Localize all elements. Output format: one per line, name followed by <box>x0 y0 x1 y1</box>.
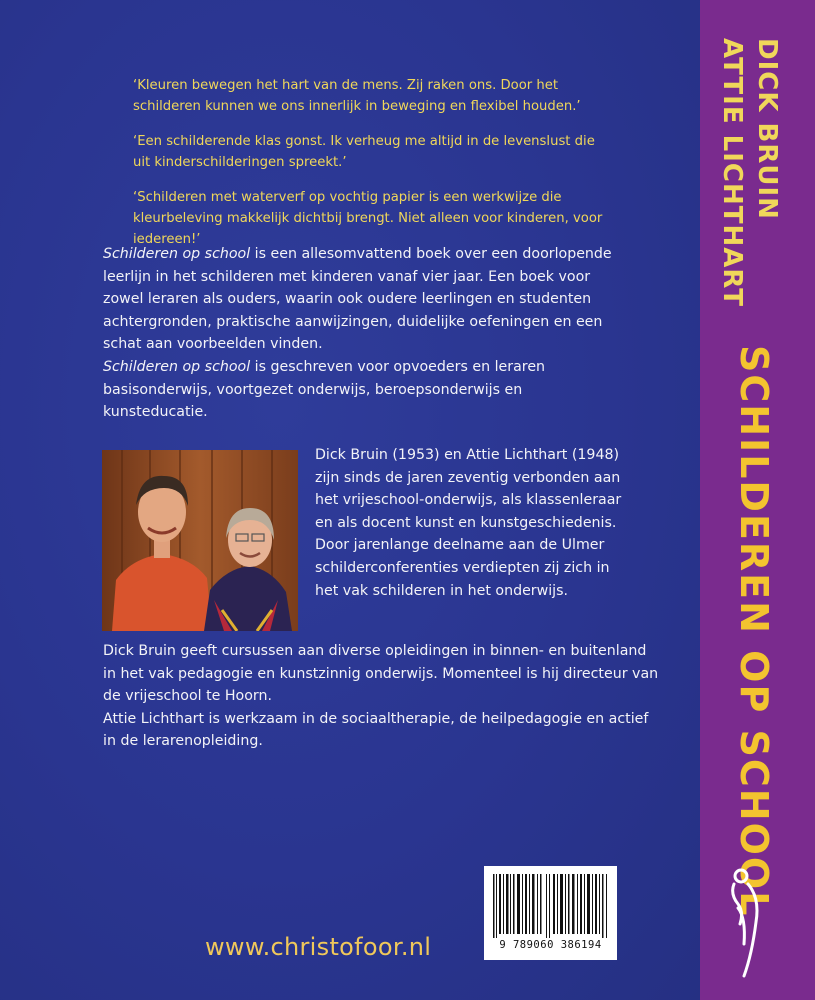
author-details <box>103 640 663 753</box>
barcode-bars <box>491 874 610 938</box>
description-text-2: is geschreven voor opvoeders en leraren basisonderwijs, voortgezet onderwijs, beroepsonderwijs en kunsteducatie. <box>103 358 546 421</box>
quote-1: ‘Kleuren bewegen het hart van de mens. Zij raken ons. Door het schilderen kunnen we ons innerlijk in beweging en flexibel houden.’ <box>133 78 581 114</box>
author-bio-text: Dick Bruin (1953) en Attie Lichthart (1948) zijn sinds de jaren zeventig verbonden aan het vrijeschool-onderwijs, als klassenleraar en als docent kunst en kunstgeschiedenis. Door jarenlange deelname aan de Ulmer schilderconferenties verdiepten zij zich in het vak schilderen in het onderwijs. <box>315 447 622 599</box>
dick-bruin-bio: Dick Bruin geeft cursussen aan diverse opleidingen in binnen- en buitenland in het vak pedagogie en kunstzinnig onderwijs. Momenteel is hij directeur van de vrijeschool te Hoorn. <box>103 643 659 705</box>
author-photo <box>102 450 298 631</box>
quote-3: ‘Schilderen met waterverf op vochtig papier is een werkwijze die kleurbeleving makkelijk dichtbij brengt. Niet alleen voor kinderen, voor iedereen!’ <box>133 190 603 247</box>
quote-2: ‘Een schilderende klas gonst. Ik verheug me altijd in de levenslust die uit kinderschilderingen spreekt.’ <box>133 134 595 170</box>
description-paragraph-1 <box>103 243 623 356</box>
spine-author-2: ATTIE LICHTHART <box>717 38 747 307</box>
quotes-block <box>133 75 603 264</box>
spine-title: SCHILDEREN OP SCHOOL <box>732 345 776 918</box>
description-block <box>103 243 623 424</box>
book-title-italic: Schilderen op school <box>103 358 251 375</box>
author-bio <box>315 444 635 602</box>
book-title-italic: Schilderen op school <box>103 246 251 262</box>
publisher-website: www.christofoor.nl <box>205 933 432 961</box>
attie-lichthart-bio: Attie Lichthart is werkzaam in de sociaaltherapie, de heilpedagogie en actief in de lerarenopleiding. <box>103 710 649 750</box>
christofoor-logo-icon <box>728 864 764 988</box>
isbn-barcode <box>484 866 617 960</box>
spine-author-1: DICK BRUIN <box>752 38 782 220</box>
description-text-1: is een allesomvattend boek over een doorlopende leerlijn in het schilderen met kinderen vanaf vier jaar. Een boek voor zowel leraren als ouders, waarin ook oudere leerlingen en studenten achtergronden, praktische aanwijzingen, duidelijke oefeningen en een schat aan voorbeelden vinden. <box>103 246 612 353</box>
isbn-number: 9 789060 386194 <box>499 939 602 951</box>
description-paragraph-2 <box>103 356 623 424</box>
